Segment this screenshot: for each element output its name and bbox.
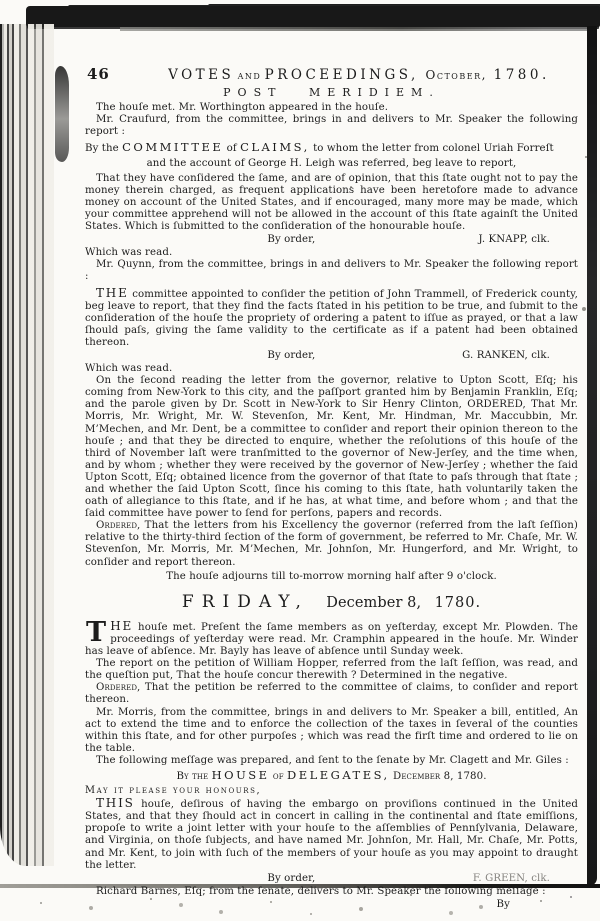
scan-top-edge [26, 6, 600, 27]
by-order-line-green [85, 873, 578, 885]
page-content [85, 65, 578, 921]
clerk-signature-ranken: G. RANKEN, clk. [462, 349, 550, 361]
by-order-line-knapp [85, 234, 578, 246]
page-number: 46 [87, 65, 110, 83]
claims-rest: to whom the letter from colonel Uriah Forreſt [309, 143, 554, 155]
paragraph-which-was-read-1: Which was read. [85, 247, 173, 259]
by-order-label: By order, [267, 234, 316, 246]
adjournment-line: The houſe adjourns till to-morrow morning half after 9 o'clock. [166, 570, 497, 582]
delegates-by-the: By the [176, 770, 212, 782]
paragraph-richard-barnes: Richard Barnes, Eſq; from the ſenate, delivers to Mr. Speaker the following meſſage : [96, 885, 546, 897]
title-year: 1780. [493, 67, 550, 83]
paragraph-craufurd-report: Mr. Craufurd, from the committee, brings in and delivers to Mr. Speaker the following report : [85, 114, 578, 138]
paragraph-claims-report: That they have conſidered the ſame, and are of opinion, that this ſtate ought not to pay the money therein charged, as frequent applications have been heretofore made to advance money on account of the United States, and if encouraged, many more may be made, which your committee apprehend will not be allowed in the account of this ſtate againſt the United States. Which is ſubmitted to the conſideration of the honourable houſe. [85, 172, 578, 233]
delegates-delegates: DELEGATES, [287, 767, 390, 782]
title-proceedings: PROCEEDINGS, [264, 67, 419, 83]
scan-right-edge [587, 26, 597, 886]
title-votes: VOTES [168, 67, 235, 83]
lead-ordered: Ordered, [96, 520, 141, 532]
clerk-signature-green: F. GREEN, clk. [472, 872, 550, 884]
paragraph-friday-house-met [85, 616, 578, 658]
friday-date: December 8, [326, 594, 422, 611]
by-order-label: By order, [267, 872, 316, 884]
clerk-signature-knapp: J. KNAPP, clk. [478, 234, 550, 246]
lead-this: THIS [96, 796, 135, 811]
paragraph-trammell-report [85, 287, 578, 349]
lead-he: HE [110, 618, 134, 633]
delegates-year: 1780. [456, 770, 487, 782]
trammell-body: committee appointed to conſider the petition of John Trammell, of Frederick county, beg leave to report, that they find the facts ſtated in his petition to be true, and ſubmit to the conſideration of the houſe the propriety of ordering a patent to iſſue as prayed, or that a law ſhould paſs, giving the ſame validity to the certificate as if a patent had been obtained thereon. [85, 288, 578, 348]
salutation-honours [85, 785, 578, 797]
ordered-petition-body: That the petition be referred to the committee of claims, to conſider and report thereon. [85, 682, 578, 706]
house-of-delegates-line [85, 769, 578, 783]
claims-of: of [223, 143, 241, 155]
scan-top-edge-shadow [120, 27, 590, 31]
scan-binding-left [0, 24, 54, 866]
title-and: and [237, 68, 262, 82]
friday-house-met-body: houſe met. Preſent the ſame members as on yeſterday, except Mr. Plowden. The proceedings of yeſterday were read. Mr. Cramphin appeared in the houſe. Mr. Winder has leave of abſence. Mr. Bayly has leave of abſence until Sunday week. [85, 621, 578, 658]
delegates-date: December 8, [389, 770, 457, 782]
paragraph-morris-bill: Mr. Morris, from the committee, brings in and delivers to Mr. Speaker a bill, entitled, An act to extend the time and to enforce the collection of the taxes in ſeveral of the counties within this ſtate, and for other purpoſes ; which was read the firſt time and ordered to lie on the table. [85, 706, 578, 754]
claims-committee: COMMITTEE [122, 140, 224, 155]
section-heading-friday [85, 591, 578, 612]
honours-text: May it please your honours, [85, 785, 262, 797]
friday-year: 1780. [434, 594, 482, 611]
delegates-of: of [269, 770, 288, 782]
paragraph-hopper-petition: The report on the petition of William Hopper, referred from the laſt ſeſſion, was read, and the queſtion put, That the houſe concur therewith ? Determined in the negative. [85, 658, 578, 682]
lead-ordered: Ordered, [96, 682, 141, 694]
drop-cap-t: T [86, 616, 107, 648]
paragraph-message-prepared: The following meſſage was prepared, and ſent to the ſenate by Mr. Clagett and Mr. Giles : [96, 754, 569, 766]
by-order-label: By order, [267, 349, 316, 361]
by-order-line-ranken [85, 350, 578, 362]
friday-day: FRIDAY, [181, 591, 309, 612]
paragraph-quynn-report: Mr. Quynn, from the committee, brings in and delivers to Mr. Speaker the following report : [85, 259, 578, 283]
paragraph-upton-scott: On the ſecond reading the letter from the governor, relative to Upton Scott, Eſq; his coming from New-York to this city, and the paſſport granted him by Benjamin Franklin, Eſq; and the parole given by Dr. Scott in New-York to Sir Henry Clinton, ORDERED, That Mr. Morris, Mr. Wright, Mr. W. Stevenſon, Mr. Kent, Mr. Hindman, Mr. Maccubbin, Mr. M’Mechen, and Mr. Dent, be a committee to conſider and report their opinion thereon to the houſe ; and that they be directed to enquire, whether the reſolutions of this houſe of the third of November laſt were tranſmitted to the governor of New-Jerſey, and the time when, and by whom ; whether they were received by the governor of New-Jerſey ; whether the ſaid Upton Scott, Eſq; obtained licence from the governor of that ſtate to paſs through that ſtate ; and whether the ſaid Upton Scott, ſince his coming to this ſtate, hath voluntarily taken the oath of allegiance to this ſtate, and if he has, at what time, and before whom ; and that the ſaid committee have power to ſend for perſons, papers and records. [85, 375, 578, 520]
running-title [140, 69, 578, 83]
section-heading-post-meridiem: POST MERIDIEM. [223, 86, 440, 100]
paragraph-house-met: The houſe met. Mr. Worthington appeared in the houſe. [96, 102, 389, 114]
paragraph-ordered-governor-letters [85, 520, 578, 568]
lead-the: THE [96, 285, 129, 300]
title-month: October, [425, 68, 487, 82]
delegates-house: HOUSE [211, 767, 270, 782]
claims-prefix: By the [85, 143, 123, 155]
catchword: By [496, 898, 510, 910]
embargo-body: houſe, deſirous of having the embargo on proviſions continued in the United States, and that they ſhould act in concert in calling in the continental and ſtate emiſſions, propoſe to write a joint letter with your houſe to the aſſemblies of Pennſylvania, Delaware, and Virginia, on thoſe ſubjects, and have named Mr. Johnſon, Mr. Hall, Mr. Chaſe, Mr. Potts, and Mr. Kent, to join with ſuch of the members of your houſe as you may appoint to draught the letter. [85, 799, 578, 871]
claims-claims: CLAIMS, [240, 140, 310, 155]
scan-ink-blotch [55, 66, 69, 162]
running-header [85, 65, 578, 83]
paragraph-which-was-read-2: Which was read. [85, 363, 173, 375]
committee-of-claims-line2: and the account of George H. Leigh was referred, beg leave to report, [146, 157, 517, 169]
paragraph-ordered-petition [85, 682, 578, 706]
committee-of-claims-heading [85, 141, 578, 155]
ordered-body: That the letters from his Excellency the governor (referred from the laſt ſeſſion) relative to the thirty-third ſection of the form of government, be referred to Mr. Chaſe, Mr. W. Stevenſon, Mr. Morris, Mr. M’Mechen, Mr. Johnſon, Mr. Hungerford, and Mr. Wright, to conſider and report thereon. [85, 520, 578, 568]
paragraph-embargo-message [85, 797, 578, 872]
